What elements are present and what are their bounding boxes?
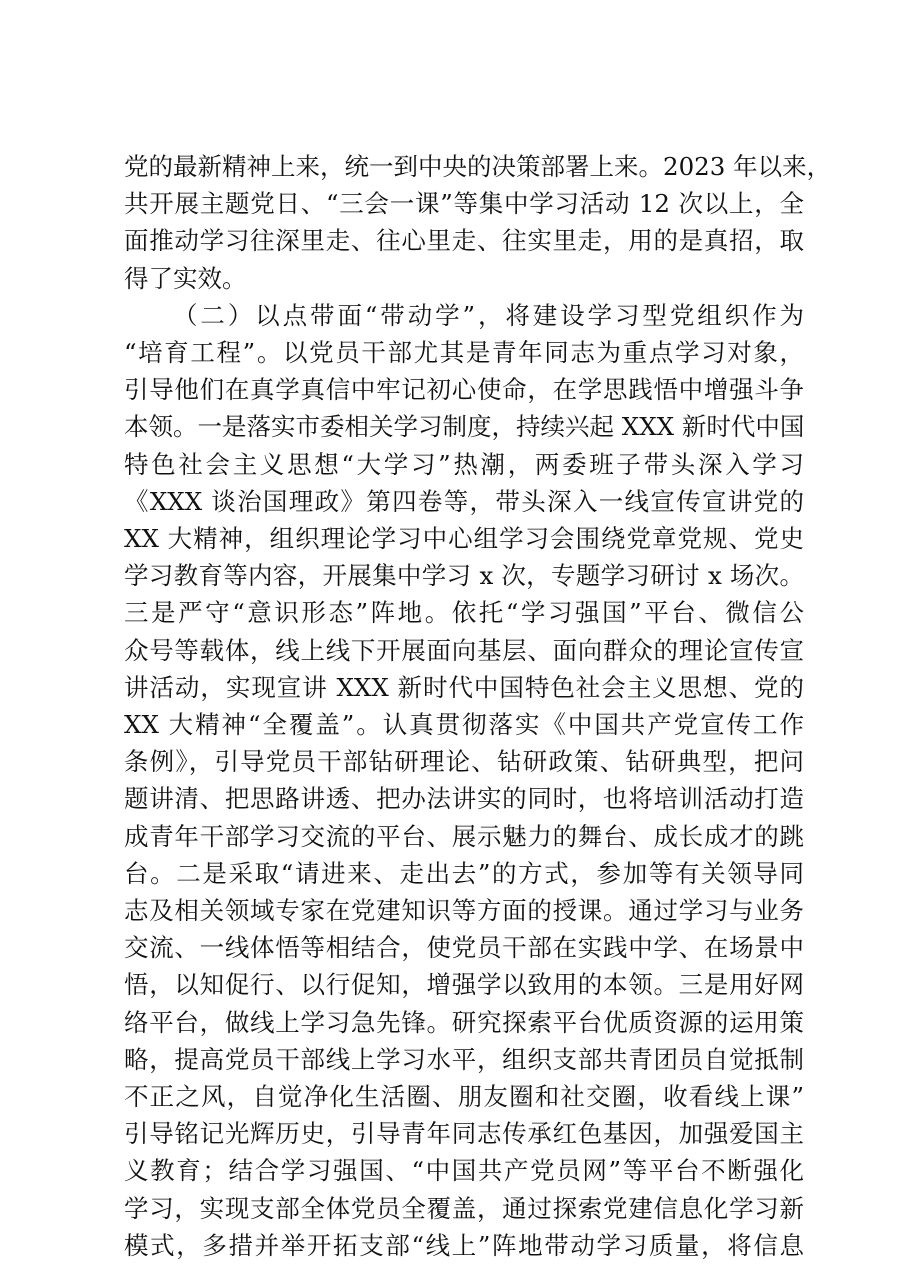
text-line: 成青年干部学习交流的平台、展示魅力的舞台、成长成才的跳 <box>124 821 804 851</box>
text-line: “培育工程”。以党员干部尤其是青年同志为重点学习对象， <box>124 338 804 368</box>
text-line: 悟，以知促行、以行促知，增强学以致用的本领。三是用好网 <box>124 970 804 1000</box>
text-line: 本领。一是落实市委相关学习制度，持续兴起 XXX 新时代中国 <box>124 412 805 442</box>
text-line: 党的最新精神上来，统一到中央的决策部署上来。2023 年以来， <box>124 152 832 181</box>
paragraph-1 <box>124 148 832 297</box>
text-line: 模式，多措并举开拓支部“线上”阵地带动学习质量，将信息 <box>124 1230 804 1260</box>
document-body <box>124 148 832 1264</box>
text-line: 台。二是采取“请进来、走出去”的方式，参加等有关领导同 <box>124 858 804 888</box>
text-line: 题讲清、把思路讲透、把办法讲实的同时，也将培训活动打造 <box>124 784 804 814</box>
text-line: 络平台，做线上学习急先锋。研究探索平台优质资源的运用策 <box>124 1007 804 1037</box>
text-line: 学习教育等内容，开展集中学习 x 次，专题学习研讨 x 场次。 <box>124 561 804 591</box>
text-line: XX 大精神，组织理论学习中心组学习会围绕党章党规、党史 <box>124 524 804 554</box>
text-line: 不正之风，自觉净化生活圈、朋友圈和社交圈，收看线上课” <box>124 1082 804 1112</box>
text-line: 得了实效。 <box>124 263 247 293</box>
text-line: 引导铭记光辉历史，引导青年同志传承红色基因，加强爱国主 <box>124 1119 804 1149</box>
text-line: 面推动学习往深里走、往心里走、往实里走，用的是真招，取 <box>124 226 804 256</box>
text-line: 交流、一线体悟等相结合，使党员干部在实践中学、在场景中 <box>124 933 804 963</box>
text-line: 众号等载体，线上线下开展面向基层、面向群众的理论宣传宣 <box>124 635 804 665</box>
text-line: 义教育；结合学习强国、“中国共产党员网”等平台不断强化 <box>124 1156 804 1186</box>
text-line: 《XXX 谈治国理政》第四卷等，带头深入一线宣传宣讲党的 <box>124 486 804 516</box>
paragraph-2 <box>124 297 804 1264</box>
text-line: 特色社会主义思想“大学习”热潮，两委班子带头深入学习 <box>124 449 804 479</box>
text-line: 讲活动，实现宣讲 XXX 新时代中国特色社会主义思想、党的 <box>124 672 804 702</box>
text-line: 三是严守“意识形态”阵地。依托“学习强国”平台、微信公 <box>124 598 804 628</box>
text-line: 学习，实现支部全体党员全覆盖，通过探索党建信息化学习新 <box>124 1193 804 1223</box>
text-line: 条例》，引导党员干部钻研理论、钻研政策、钻研典型，把问 <box>124 747 804 777</box>
text-line: 志及相关领域专家在党建知识等方面的授课。通过学习与业务 <box>124 896 804 926</box>
text-line: 共开展主题党日、“三会一课”等集中学习活动 12 次以上，全 <box>124 189 804 219</box>
text-line: 略，提高党员干部线上学习水平，组织支部共青团员自觉抵制 <box>124 1044 804 1074</box>
text-line: 引导他们在真学真信中牢记初心使命，在学思践悟中增强斗争 <box>124 375 804 405</box>
text-line: （二）以点带面“带动学”，将建设学习型党组织作为 <box>173 300 804 330</box>
text-line: XX 大精神“全覆盖”。认真贯彻落实《中国共产党宣传工作 <box>124 710 804 740</box>
